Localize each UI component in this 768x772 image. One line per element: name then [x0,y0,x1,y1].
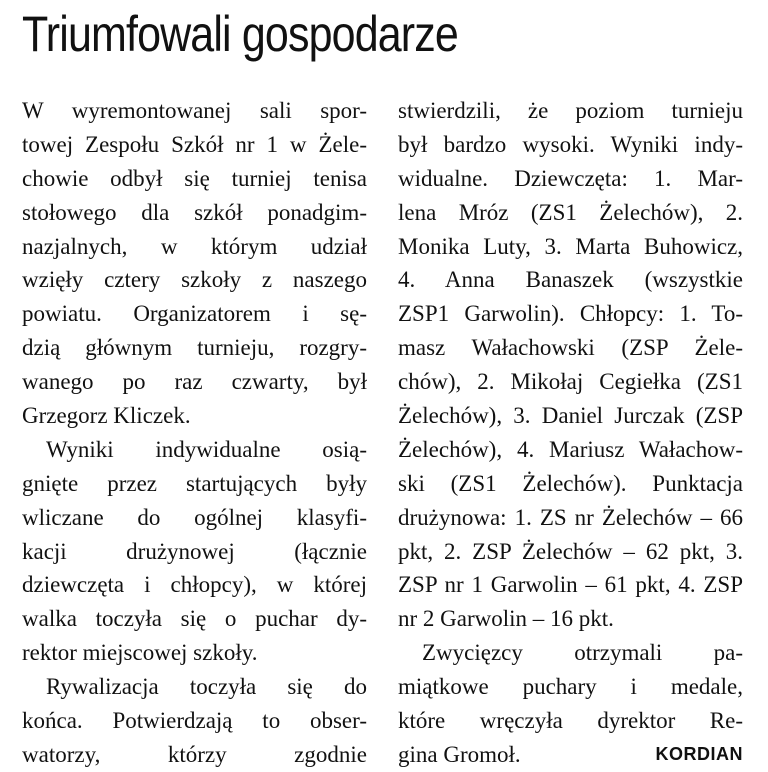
text-line: końca. Potwierdzają to obser- [22,708,367,734]
text-line: był bardzo wysoki. Wyniki indy- [398,131,743,157]
text-line: drużynowa: 1. ZS nr Żelechów – 66 [398,504,743,530]
article-headline: Triumfowali gospodarze [22,6,458,62]
text-line: ZSP nr 1 Garwolin – 61 pkt, 4. ZSP [398,572,743,598]
article-column-left [22,94,367,772]
text-line: stwierdzili, że poziom turnieju [398,98,743,123]
text-line: dzią głównym turnieju, rozgry- [22,335,367,361]
text-line: lena Mróz (ZS1 Żelechów), 2. [398,199,743,225]
text-line: ZSP1 Garwolin). Chłopcy: 1. To- [398,301,743,327]
text-line: Monika Luty, 3. Marta Buhowicz, [398,233,743,259]
closing-line [398,738,743,772]
text-line: watorzy, którzy zgodnie [22,741,367,767]
text-line: nr 2 Garwolin – 16 pkt. [398,606,614,632]
text-line: Grzegorz Kliczek. [22,403,191,429]
text-line: wzięły cztery szkoły z naszego [22,267,367,293]
text-line: kacji drużynowej (łącznie [22,538,367,564]
text-line: widualne. Dziewczęta: 1. Mar- [398,165,743,191]
text-line: 4. Anna Banaszek (wszystkie [398,267,743,293]
text-line: dziewczęta i chłopcy), w której [22,572,367,598]
text-line: ski (ZS1 Żelechów). Punktacja [398,470,743,496]
author-byline: KORDIAN [655,743,743,764]
text-line: wanego po raz czwarty, był [22,369,367,395]
text-line: Wyniki indywidualne osią- [46,436,367,462]
text-line: wliczane do ogólnej klasyfi- [22,504,367,530]
text-line: walka toczyła się o puchar dy- [22,606,367,632]
text-line: gnięte przez startujących były [22,470,367,496]
text-line: Żelechów), 4. Mariusz Wałachow- [398,436,743,462]
text-line: rektor miejscowej szkoły. [22,640,258,666]
text-line: pkt, 2. ZSP Żelechów – 62 pkt, 3. [398,538,743,564]
text-line: masz Wałachowski (ZSP Żele- [398,335,743,361]
text-line: chów), 2. Mikołaj Cegiełka (ZS1 [398,369,743,395]
text-line: towej Zespołu Szkół nr 1 w Żele- [22,131,367,157]
text-line: W wyremontowanej sali spor- [22,98,367,123]
text-line: Zwycięzcy otrzymali pa- [422,640,743,666]
text-line: Rywalizacja toczyła się do [46,674,367,700]
text-line: które wręczyła dyrektor Re- [398,708,743,734]
text-line: gina Gromoł. [398,741,521,767]
text-line: stołowego dla szkół ponadgim- [22,199,367,225]
text-line: powiatu. Organizatorem i sę- [22,301,367,327]
text-line: nazjalnych, w którym udział [22,233,367,259]
article-column-right [398,94,743,772]
text-line: chowie odbył się turniej tenisa [22,165,367,191]
text-line: Żelechów), 3. Daniel Jurczak (ZSP [398,403,743,429]
text-line: miątkowe puchary i medale, [398,674,743,700]
